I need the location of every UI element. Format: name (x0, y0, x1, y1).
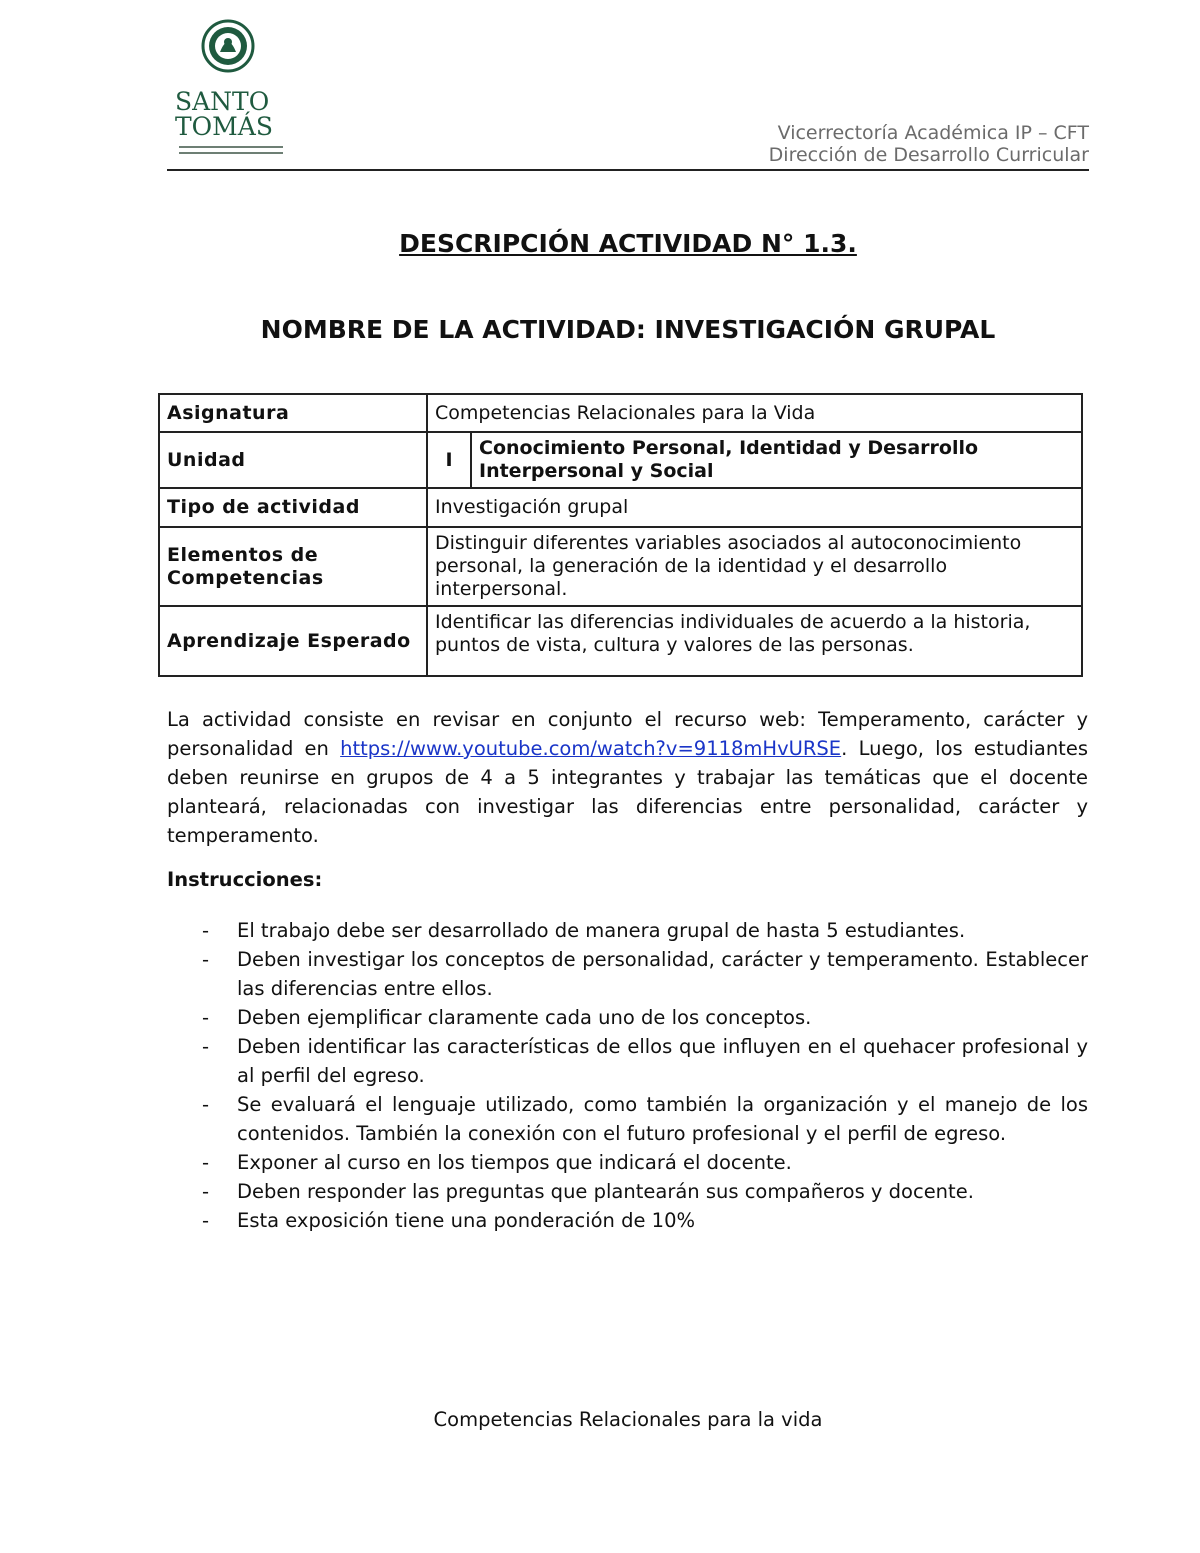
crest-icon (175, 18, 285, 80)
header-divider (167, 169, 1089, 171)
document-title: DESCRIPCIÓN ACTIVIDAD N° 1.3. (399, 229, 857, 258)
label-elementos: Elementos de Competencias (159, 527, 427, 606)
bullet-dash: - (202, 1151, 210, 1174)
youtube-link[interactable]: https://www.youtube.com/watch?v=9118mHvURSE (340, 737, 842, 760)
table-row (159, 527, 1082, 606)
table-row (159, 488, 1082, 527)
list-item: - Deben ejemplificar claramente cada uno de los conceptos. (167, 1003, 1088, 1032)
value-elementos: Distinguir diferentes variables asociados al autoconocimiento personal, la generación de la identidad y el desarrollo interpersonal. (427, 527, 1082, 606)
bullet-dash: - (202, 1180, 210, 1203)
table-row (159, 432, 1082, 488)
bullet-dash: - (202, 1006, 210, 1029)
logo-subline (179, 146, 283, 148)
activity-info-table (158, 393, 1083, 677)
bullet-dash: - (202, 1093, 210, 1116)
logo-word-tomas: TOMÁS (175, 112, 273, 141)
list-item: - Deben responder las preguntas que plantearán sus compañeros y docente. (167, 1177, 1088, 1206)
activity-description (167, 705, 1088, 850)
value-unidad-name: Conocimiento Personal, Identidad y Desarrollo Interpersonal y Social (471, 432, 1082, 488)
logo-subline (179, 152, 283, 154)
header-line-2: Dirección de Desarrollo Curricular (768, 144, 1089, 166)
label-unidad: Unidad (159, 432, 427, 488)
instructions-title: Instrucciones: (167, 868, 323, 891)
bullet-dash: - (202, 919, 210, 942)
list-item: - Exponer al curso en los tiempos que indicará el docente. (167, 1148, 1088, 1177)
activity-name: NOMBRE DE LA ACTIVIDAD: INVESTIGACIÓN GRUPAL (260, 315, 996, 344)
value-tipo: Investigación grupal (427, 488, 1082, 527)
bullet-dash: - (202, 1035, 210, 1058)
label-tipo: Tipo de actividad (159, 488, 427, 527)
description-text-continued: . Luego, los estudiantes deben reunirse en grupos de 4 a 5 integrantes y trabajar las temáticas que el docente planteará, relacionadas con investigar las diferencias entre personalidad, carácter y temperamento. (167, 737, 1088, 847)
list-item: - Deben identificar las características de ellos que influyen en el quehacer profesional y al perfil del egreso. (167, 1032, 1088, 1090)
list-item: - Esta exposición tiene una ponderación de 10% (167, 1206, 1088, 1235)
value-asignatura: Competencias Relacionales para la Vida (427, 394, 1082, 432)
bullet-dash: - (202, 948, 210, 971)
logo-word-santo: SANTO (175, 87, 270, 116)
label-asignatura: Asignatura (159, 394, 427, 432)
table-row (159, 394, 1082, 432)
instructions-list (167, 916, 1088, 1235)
header-line-1: Vicerrectoría Académica IP – CFT (777, 122, 1089, 144)
document-header (769, 122, 1089, 166)
description-text: La actividad consiste en revisar en conjunto el recurso web: Temperamento, carácter y personalidad en (167, 708, 1088, 760)
bullet-dash: - (202, 1209, 210, 1232)
label-aprendizaje: Aprendizaje Esperado (159, 606, 427, 676)
table-row (159, 606, 1082, 676)
list-item: - Se evaluará el lenguaje utilizado, como también la organización y el manejo de los contenidos. También la conexión con el futuro profesional y el perfil de egreso. (167, 1090, 1088, 1148)
list-item: - Deben investigar los conceptos de personalidad, carácter y temperamento. Establecer las diferencias entre ellos. (167, 945, 1088, 1003)
list-item: - El trabajo debe ser desarrollado de manera grupal de hasta 5 estudiantes. (167, 916, 1088, 945)
value-unidad-number: I (427, 432, 471, 488)
value-aprendizaje: Identificar las diferencias individuales de acuerdo a la historia, puntos de vista, cultura y valores de las personas. (427, 606, 1082, 676)
page-footer: Competencias Relacionales para la vida (433, 1408, 823, 1431)
institution-logo (175, 18, 285, 160)
